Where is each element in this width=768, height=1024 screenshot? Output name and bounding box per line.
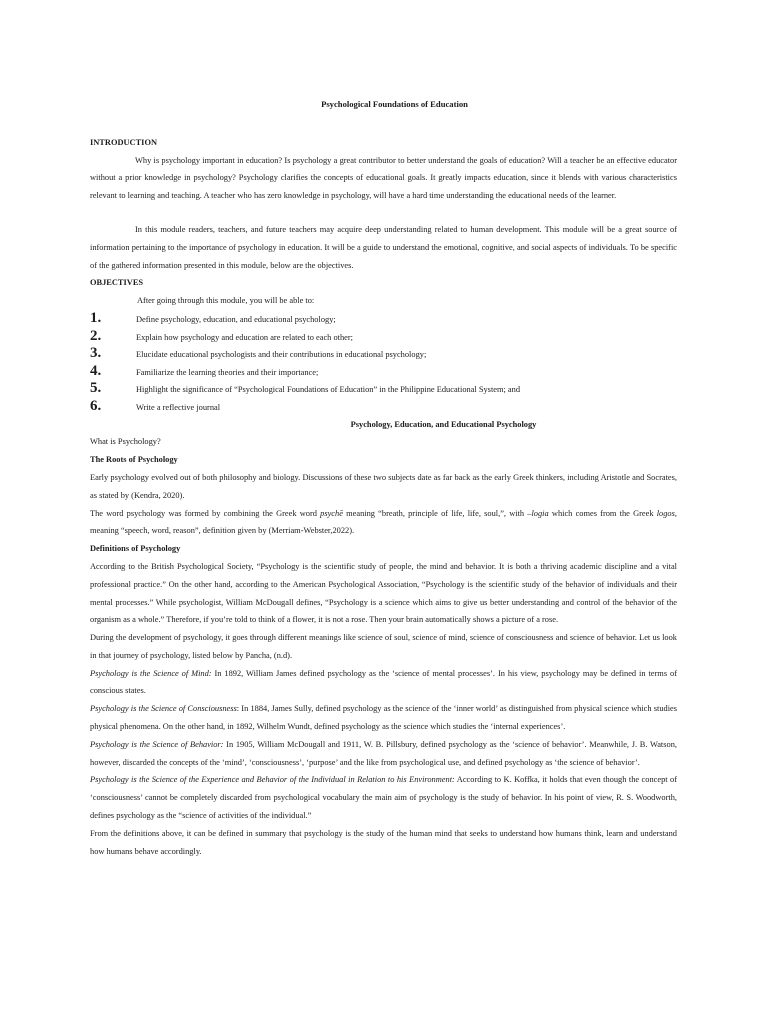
- objective-item: [90, 398, 677, 416]
- document-title: Psychological Foundations of Education: [321, 99, 468, 109]
- roots-paragraph-2: [90, 505, 677, 541]
- introduction-paragraph-2: In this module readers, teachers, and future teachers may acquire deep understanding related to human development. This module will be a great source of information pertaining to the importance of psychology in education. It will be a guide to understand the emotional, cognitive, and social aspects of individuals. To be specific of the gathered information presented in this module, below are the objectives.: [90, 224, 677, 270]
- greek-term-logia: logia: [531, 508, 549, 518]
- objective-item: [90, 345, 677, 363]
- definition-title: Psychology is the Science of the Experience and Behavior of the Individual in Relation to his Environment:: [90, 775, 455, 785]
- definitions-paragraph-2: During the development of psychology, it goes through different meanings like science of soul, science of mind, science of consciousness and science of behavior. Let us look in that journey of psychology, listed below by Pancha, (n.d).: [90, 633, 677, 660]
- summary-paragraph: From the definitions above, it can be defined in summary that psychology is the study of the human mind that seeks to understand how humans think, learn and understand how humans behave accordingly.: [90, 828, 677, 856]
- definition-title: Psychology is the Science of Behavior:: [90, 739, 224, 749]
- objective-text: Explain how psychology and education are related to each other;: [136, 332, 353, 342]
- roots-heading: The Roots of Psychology: [90, 455, 178, 465]
- definition-text: In 1892, William James defined psychology as the ‘science of mental processes’. In his view, psychology may be defined in terms of conscious states.: [90, 668, 677, 696]
- introduction-heading: INTRODUCTION: [90, 137, 158, 147]
- objective-number: 4.: [90, 362, 102, 379]
- objective-text: Write a reflective journal: [136, 402, 221, 412]
- definition-science-of-experience: [90, 771, 677, 824]
- objective-item: [90, 310, 677, 328]
- objective-text: Define psychology, education, and educational psychology;: [136, 314, 336, 324]
- paragraph-spacer: [90, 205, 677, 221]
- definition-title: Psychology is the Science of Consciousness: [90, 704, 237, 714]
- objective-number: 1.: [90, 309, 102, 326]
- objective-text: Highlight the significance of “Psychological Foundations of Education” in the Philippine Educational System; and: [136, 385, 521, 395]
- objective-text: Familiarize the learning theories and their importance;: [136, 367, 319, 377]
- greek-term-psyche: psychē: [320, 508, 343, 518]
- text-run: meaning “breath, principle of life, life, soul,”, with –: [342, 508, 532, 518]
- objective-number: 2.: [90, 327, 102, 344]
- text-run: , meaning “speech, word, reason”, definition given by (Merriam-Webster,2022).: [90, 508, 677, 536]
- objective-item: [90, 363, 677, 381]
- objective-text: Elucidate educational psychologists and their contributions in educational psychology;: [136, 350, 427, 360]
- introduction-paragraph-1: Why is psychology important in education? Is psychology a great contributor to better understand the goals of education? Will a teacher be an effective educator without a prior knowledge in psychology? Psychology clarifies the concepts of educational goals. It greatly impacts education, since it blends with various characteristics relevant to learning and teaching. A teacher who has zero knowledge in psychology, will have a hard time understanding the educational needs of the learner.: [90, 155, 677, 201]
- definition-title: Psychology is the Science of Mind:: [90, 668, 212, 678]
- definition-text: In 1905, William McDougall and 1911, W. B. Pillsbury, defined psychology as the ‘science of behavior’. Meanwhile, J. B. Watson, however, discarded the concepts of the ‘mind’, ‘consciousness’, ‘purpose’ and the like from psychological use, and defined psychology as ‘the science of behavior’.: [90, 739, 677, 767]
- definition-science-of-behavior: [90, 736, 677, 772]
- objective-number: 6.: [90, 397, 102, 414]
- objective-item: [90, 380, 677, 398]
- objectives-heading: OBJECTIVES: [90, 278, 144, 288]
- definitions-paragraph-1: According to the British Psychological Society, “Psychology is the scientific study of people, the mind and behavior. It is both a thriving academic discipline and a vital professional practice.” On the other hand, according to the American Psychological Association, “Psychology is the scientific study of the behavior of individuals and their mental processes.” While psychologist, William McDougall defines, “Psychology is a science which aims to give us better understanding and control of the behavior of the organism as a whole.” Therefore, if you’re told to think of a flower, it is not a rose. Then your brain automatically shows a picture of a rose.: [90, 561, 677, 625]
- section-heading: Psychology, Education, and Educational Psychology: [350, 419, 537, 429]
- definition-science-of-consciousness: [90, 700, 677, 736]
- objective-number: 5.: [90, 380, 102, 397]
- definition-text: : In 1884, James Sully, defined psychology as the science of the ‘inner world’ as distinguished from physical science which studies physical phenomena. On the other hand, in 1892, Wilhelm Wundt, defined psychology as the science which studies the ‘internal experiences’.: [90, 704, 678, 732]
- objective-number: 3.: [90, 345, 102, 362]
- definition-science-of-mind: [90, 665, 677, 701]
- text-run: The word psychology was formed by combining the Greek word: [90, 508, 321, 518]
- greek-term-logos: logos: [656, 508, 675, 518]
- definition-text: According to K. Koffka, it holds that even though the concept of ‘consciousness’ cannot be completely discarded from psychological vocabulary the main aim of psychology is the study of behavior. In his point of view, R. S. Woodworth, defines psychology as the “science of activities of the individual.”: [90, 775, 677, 821]
- definitions-heading: Definitions of Psychology: [90, 544, 181, 554]
- section-question: What is Psychology?: [90, 437, 161, 447]
- text-run: which comes from the Greek: [548, 508, 657, 518]
- objectives-list: [90, 310, 677, 416]
- objective-item: [90, 328, 677, 346]
- roots-paragraph-1: Early psychology evolved out of both philosophy and biology. Discussions of these two subjects date as far back as the early Greek thinkers, including Aristotle and Socrates, as stated by (Kendra, 2020).: [90, 472, 677, 500]
- objectives-intro: After going through this module, you will be able to:: [137, 296, 315, 306]
